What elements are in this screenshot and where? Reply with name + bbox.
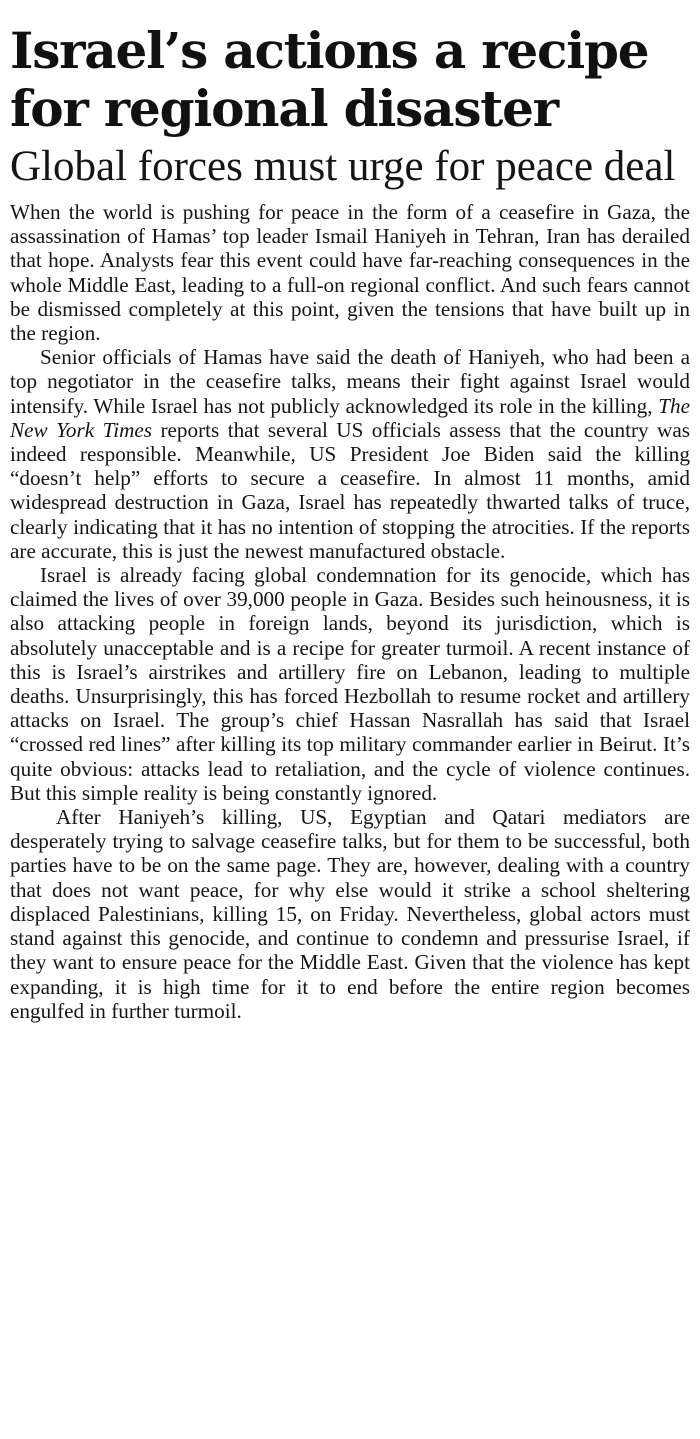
headline: Israel’s actions a recipe for regional disaster xyxy=(10,21,649,138)
paragraph-1: When the world is pushing for peace in the form of a ceasefire in Gaza, the assassination of Hamas’ top leader Ismail Haniyeh in Tehran, Iran has derailed that hope. Analysts fear this event could have far-reaching consequences in the whole Middle East, leading to a full-on regional conflict. And such fears cannot be dismissed completely at this point, given the tensions that have built up in the region. xyxy=(10,200,690,346)
paragraph-2-text-b: reports that several US officials assess that the country was indeed responsible. Meanwhile, US President Joe Biden said the killing “doesn’t help” efforts to secure a ceasefire. In almost 11 months, amid widespread destruction in Gaza, Israel has repeatedly thwarted talks of truce, clearly indicating that it has no intention of stopping the atrocities. If the reports are accurate, this is just the newest manufactured obstacle. xyxy=(10,417,690,563)
paragraph-2-text-a: Senior officials of Hamas have said the death of Haniyeh, who had been a top negotiator in the ceasefire talks, means their fight against Israel would intensify. While Israel has not publicly acknowledged its role in the killing, xyxy=(10,345,690,418)
article-body xyxy=(10,200,690,1023)
paragraph-2 xyxy=(10,345,690,563)
publication-name: The New York Times xyxy=(10,393,690,442)
paragraph-3: Israel is already facing global condemnation for its genocide, which has claimed the lives of over 39,000 people in Gaza. Besides such heinousness, it is also attacking people in foreign lands, beyond its jurisdiction, which is absolutely unacceptable and is a recipe for greater turmoil. A recent instance of this is Israel’s airstrikes and artillery fire on Lebanon, leading to multiple deaths. Unsurprisingly, this has forced Hezbollah to resume rocket and artillery attacks on Israel. The group’s chief Hassan Nasrallah has said that Israel “crossed red lines” after killing its top military commander earlier in Beirut. It’s quite obvious: attacks lead to retaliation, and the cycle of violence continues. But this simple reality is being constantly ignored. xyxy=(10,563,690,805)
paragraph-4: After Haniyeh’s killing, US, Egyptian and Qatari mediators are desperately trying to salvage ceasefire talks, but for them to be successful, both parties have to be on the same page. They are, however, dealing with a country that does not want peace, for why else would it strike a school sheltering displaced Palestinians, killing 15, on Friday. Nevertheless, global actors must stand against this genocide, and continue to condemn and pressurise Israel, if they want to ensure peace for the Middle East. Given that the violence has kept expanding, it is high time for it to end before the entire region becomes engulfed in further turmoil. xyxy=(10,805,690,1023)
subheadline: Global forces must urge for peace deal xyxy=(10,143,676,190)
